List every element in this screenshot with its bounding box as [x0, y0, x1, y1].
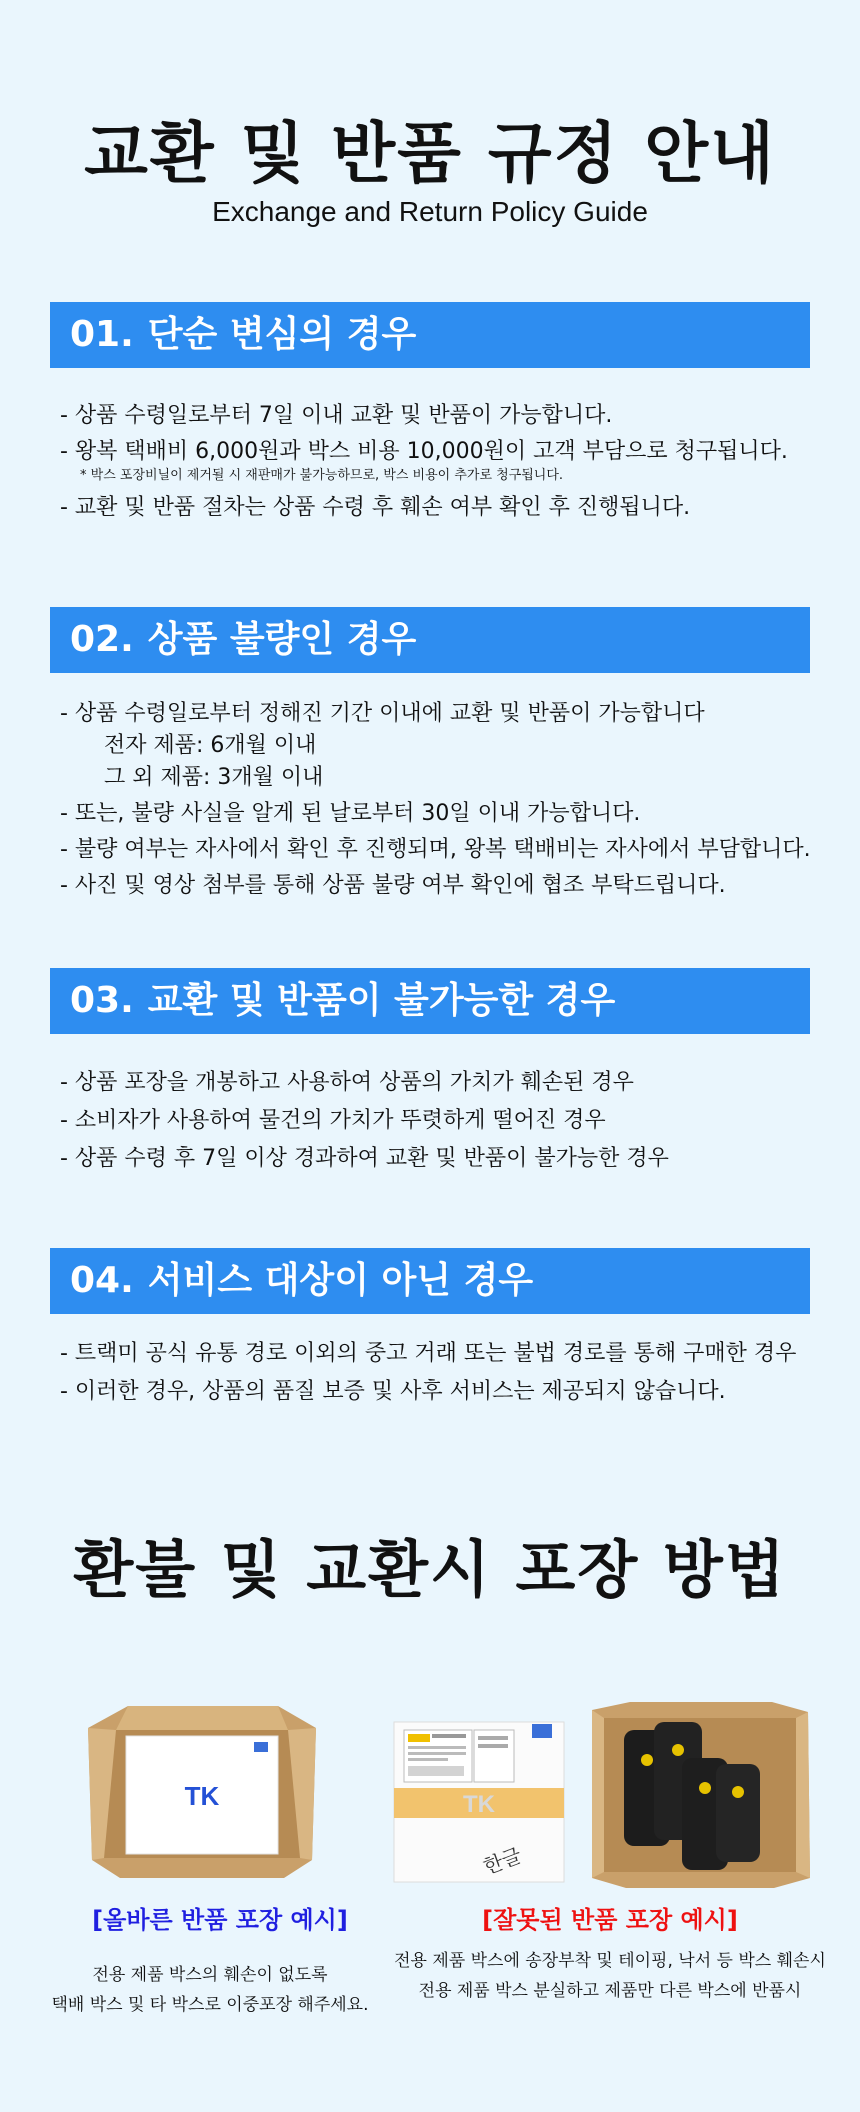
section-4-list [60, 1336, 840, 1410]
list-subitem: 그 외 제품: 3개월 이내 [104, 765, 324, 790]
section-2-title: 상품 불량인 경우 [147, 619, 417, 660]
list-item: - 상품 수령일로부터 7일 이내 교환 및 반품이 가능합니다. [60, 403, 613, 428]
list-note: * 박스 포장비닐이 제거될 시 재판매가 불가능하므로, 박스 비용이 추가로 청구됩니다. [80, 468, 564, 483]
wrong-desc-line1: 전용 제품 박스에 송장부착 및 테이핑, 낙서 등 박스 훼손시 [394, 1951, 826, 1971]
list-item: - 상품 포장을 개봉하고 사용하여 상품의 가치가 훼손된 경우 [60, 1070, 634, 1095]
wrong-caption [400, 1900, 820, 1935]
wrong-packing-photo [392, 1700, 812, 1890]
page-subtitle: Exchange and Return Policy Guide [212, 196, 648, 227]
correct-caption-text: [올바른 반품 포장 예시] [92, 1906, 348, 1934]
section-4-header [50, 1248, 810, 1314]
section-3-title: 교환 및 반품이 불가능한 경우 [147, 980, 616, 1021]
list-item: - 교환 및 반품 절차는 상품 수령 후 훼손 여부 확인 후 진행됩니다. [60, 495, 691, 520]
wrong-caption-text: [잘못된 반품 포장 예시] [482, 1906, 738, 1934]
section-4-number: 04. [70, 1260, 134, 1301]
section-1-header [50, 302, 810, 368]
wrong-desc-line2: 전용 제품 박스 분실하고 제품만 다른 박스에 반품시 [418, 1981, 802, 2001]
list-item: - 왕복 택배비 6,000원과 박스 비용 10,000원이 고객 부담으로 청구됩니다. [60, 439, 788, 464]
section-1-number: 01. [70, 314, 134, 355]
section-1-list [60, 398, 840, 526]
tk-logo-faded: TK [463, 1791, 495, 1818]
list-subitem: 전자 제품: 6개월 이내 [104, 733, 317, 758]
wrong-description [370, 1946, 850, 2006]
list-item: - 또는, 불량 사실을 알게 된 날로부터 30일 이내 가능합니다. [60, 801, 641, 826]
section-1-title: 단순 변심의 경우 [147, 314, 417, 355]
correct-packing-photo [88, 1700, 316, 1880]
section-2-header [50, 607, 810, 673]
list-item: - 사진 및 영상 첨부를 통해 상품 불량 여부 확인에 협조 부탁드립니다. [60, 873, 726, 898]
section-3-number: 03. [70, 980, 134, 1021]
section-3-list [60, 1065, 840, 1177]
correct-description [20, 1960, 400, 2020]
correct-caption [40, 1900, 400, 1935]
list-item: - 상품 수령 후 7일 이상 경과하여 교환 및 반품이 불가능한 경우 [60, 1146, 669, 1171]
scribble-text: 한글 [480, 1843, 525, 1879]
list-item: - 트랙미 공식 유통 경로 이외의 중고 거래 또는 불법 경로를 통해 구매한 경우 [60, 1341, 797, 1366]
packing-title: 환불 및 교환시 포장 방법 [73, 1533, 787, 1606]
section-2-number: 02. [70, 619, 134, 660]
section-4-title: 서비스 대상이 아닌 경우 [147, 1260, 534, 1301]
correct-desc-line1: 전용 제품 박스의 훼손이 없도록 [92, 1965, 328, 1985]
section-2-list [60, 696, 840, 904]
list-item: - 이러한 경우, 상품의 품질 보증 및 사후 서비스는 제공되지 않습니다. [60, 1379, 726, 1404]
page-title: 교환 및 반품 규정 안내 [84, 115, 776, 192]
list-item: - 소비자가 사용하여 물건의 가치가 뚜렷하게 떨어진 경우 [60, 1108, 606, 1133]
correct-desc-line2: 택배 박스 및 타 박스로 이중포장 해주세요. [51, 1995, 369, 2015]
list-item: - 상품 수령일로부터 정해진 기간 이내에 교환 및 반품이 가능합니다 [60, 701, 705, 726]
section-3-header [50, 968, 810, 1034]
list-item: - 불량 여부는 자사에서 확인 후 진행되며, 왕복 택배비는 자사에서 부담합니다. [60, 837, 811, 862]
tk-logo: TK [184, 1781, 220, 1811]
